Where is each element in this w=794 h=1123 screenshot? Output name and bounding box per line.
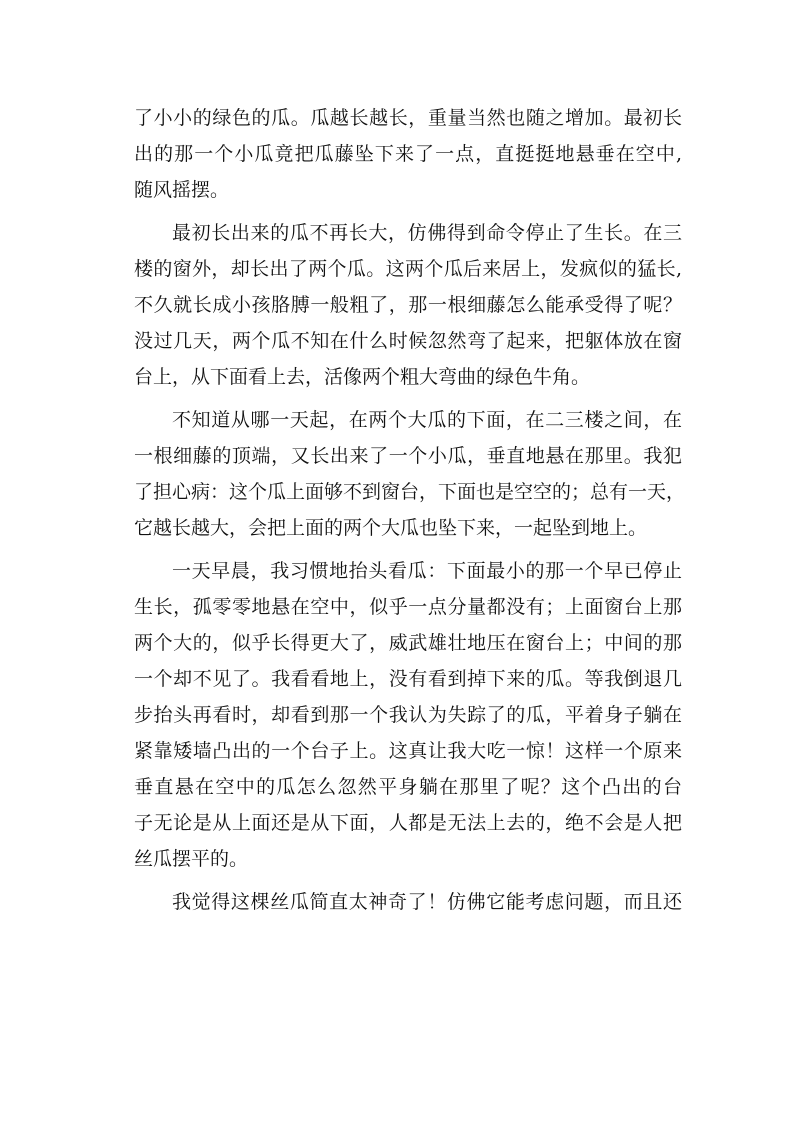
paragraph-line: 垂直悬在空中的瓜怎么忽然平身躺在那里了呢？这个凸出的台 [134, 776, 682, 798]
paragraph-line: 最初长出来的瓜不再长大，仿佛得到命令停止了生长。在三 [172, 222, 682, 244]
paragraph-line: 一根细藤的顶端，又长出来了一个小瓜，垂直地悬在那里。我犯 [134, 445, 682, 467]
paragraph-line: 了担心病：这个瓜上面够不到窗台，下面也是空空的；总有一天， [134, 481, 686, 503]
paragraph-line: 它越长越大，会把上面的两个大瓜也坠下来，一起坠到地上。 [134, 517, 648, 539]
paragraph-4 [134, 553, 682, 877]
paragraph-line: 一天早晨，我习惯地抬头看瓜：下面最小的那一个早已停止 [172, 560, 682, 582]
paragraph-line: 子无论是从上面还是从下面，人都是无法上去的，绝不会是人把 [134, 812, 682, 834]
paragraph-line: 随风摇摆。 [134, 179, 230, 201]
paragraph-3 [134, 402, 686, 546]
paragraph-line: 步抬头再看时，却看到那一个我认为失踪了的瓜，平着身子躺在 [134, 704, 682, 726]
article-body [134, 100, 686, 920]
paragraph-line: 丝瓜摆平的。 [134, 848, 249, 870]
paragraph-spacer [134, 877, 682, 884]
paragraph-spacer [134, 208, 682, 215]
paragraph-line: 楼的窗外，却长出了两个瓜。这两个瓜后来居上，发疯似的猛长, [134, 258, 682, 280]
paragraph-line: 没过几天，两个瓜不知在什么时候忽然弯了起来，把躯体放在窗 [134, 330, 682, 352]
paragraph-line: 两个大的，似乎长得更大了，威武雄壮地压在窗台上；中间的那 [134, 632, 682, 654]
paragraph-line: 不久就长成小孩胳膊一般粗了，那一根细藤怎么能承受得了呢？ [134, 294, 682, 316]
paragraph-5 [134, 884, 682, 920]
paragraph-line: 一个却不见了。我看看地上，没有看到掉下来的瓜。等我倒退几 [134, 668, 682, 690]
paragraph-1 [134, 100, 682, 208]
paragraph-line: 台上，从下面看上去，活像两个粗大弯曲的绿色牛角。 [134, 366, 591, 388]
paragraph-line: 不知道从哪一天起，在两个大瓜的下面，在二三楼之间，在 [172, 409, 682, 431]
paragraph-line: 紧靠矮墙凸出的一个台子上。这真让我大吃一惊！这样一个原来 [134, 740, 682, 762]
paragraph-spacer [134, 395, 682, 402]
paragraph-spacer [134, 546, 682, 553]
paragraph-2 [134, 215, 682, 395]
paragraph-line: 生长，孤零零地悬在空中，似乎一点分量都没有；上面窗台上那 [134, 596, 682, 618]
paragraph-line: 我觉得这棵丝瓜简直太神奇了！仿佛它能考虑问题，而且还 [172, 891, 682, 913]
paragraph-line: 出的那一个小瓜竟把瓜藤坠下来了一点，直挺挺地悬垂在空中, [134, 143, 682, 165]
paragraph-line: 了小小的绿色的瓜。瓜越长越长，重量当然也随之增加。最初长 [134, 107, 682, 129]
